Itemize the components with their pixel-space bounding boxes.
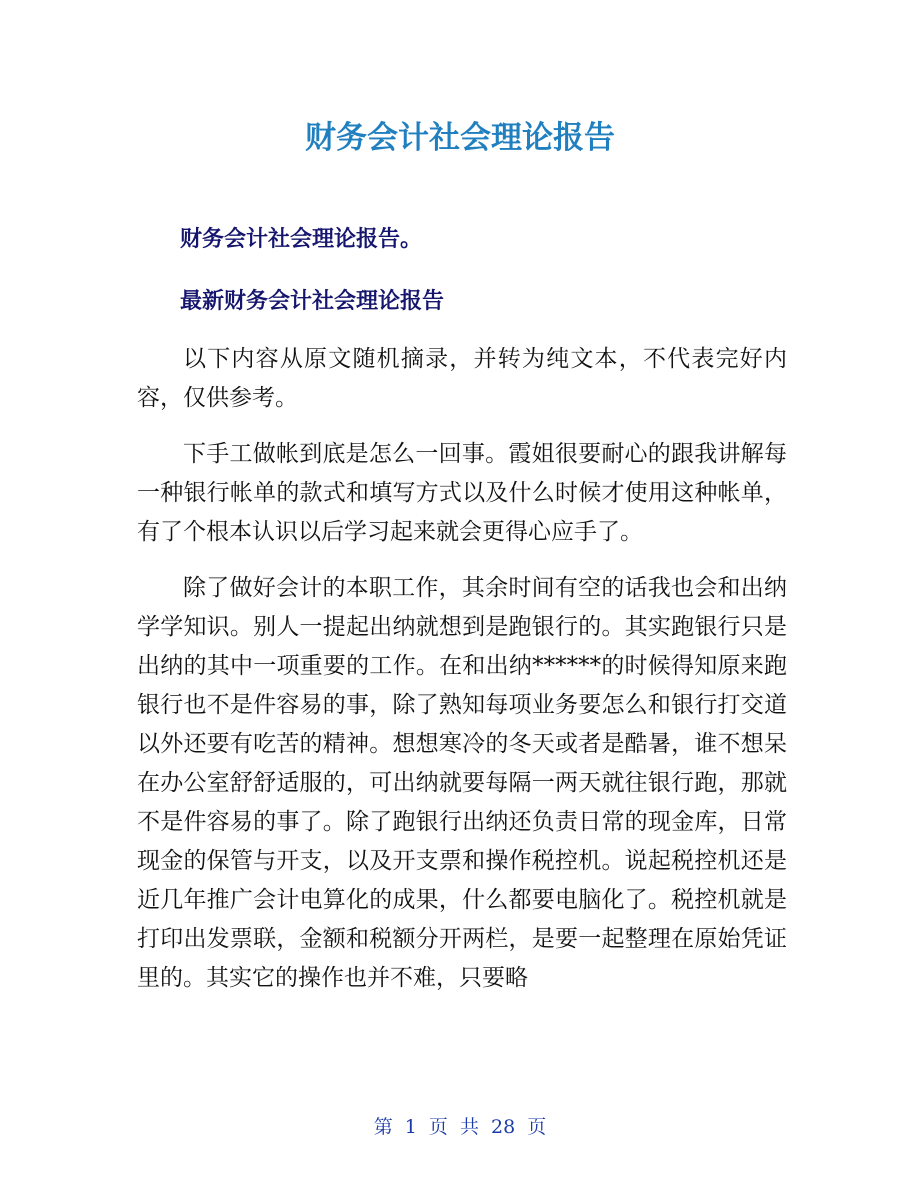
document-body	[137, 340, 787, 1015]
subheading-report: 财务会计社会理论报告。	[180, 227, 423, 252]
paragraph-cashier-duties: 除了做好会计的本职工作，其余时间有空的话我也会和出纳学学知识。别人一提起出纳就想到是跑银行的。其实跑银行只是出纳的其中一项重要的工作。在和出纳******的时候得知原来跑银行也不是件容易的事，除了熟知每项业务要怎么和银行打交道以外还要有吃苦的精神。想想寒冷的冬天或者是酷暑，谁不想呆在办公室舒舒适服的，可出纳就要每隔一两天就往银行跑，那就不是件容易的事了。除了跑银行出纳还负责日常的现金库，日常现金的保管与开支，以及开支票和操作税控机。说起税控机还是近几年推广会计电算化的成果，什么都要电脑化了。税控机就是打印出发票联，金额和税额分开两栏，是要一起整理在原始凭证里的。其实它的操作也并不难，只要略	[137, 575, 787, 991]
subheading-latest-report: 最新财务会计社会理论报告	[180, 289, 445, 314]
paragraph-manual-bookkeeping: 下手工做帐到底是怎么一回事。霞姐很要耐心的跟我讲解每一种银行帐单的款式和填写方式以及什么时候才使用这种帐单，有了个根本认识以后学习起来就会更得心应手了。	[137, 441, 787, 545]
page-number-footer: 第 1 页 共 28 页	[373, 1116, 547, 1138]
paragraph-disclaimer: 以下内容从原文随机摘录，并转为纯文本，不代表完好内容，仅供参考。	[137, 346, 787, 411]
document-title: 财务会计社会理论报告	[305, 120, 615, 156]
